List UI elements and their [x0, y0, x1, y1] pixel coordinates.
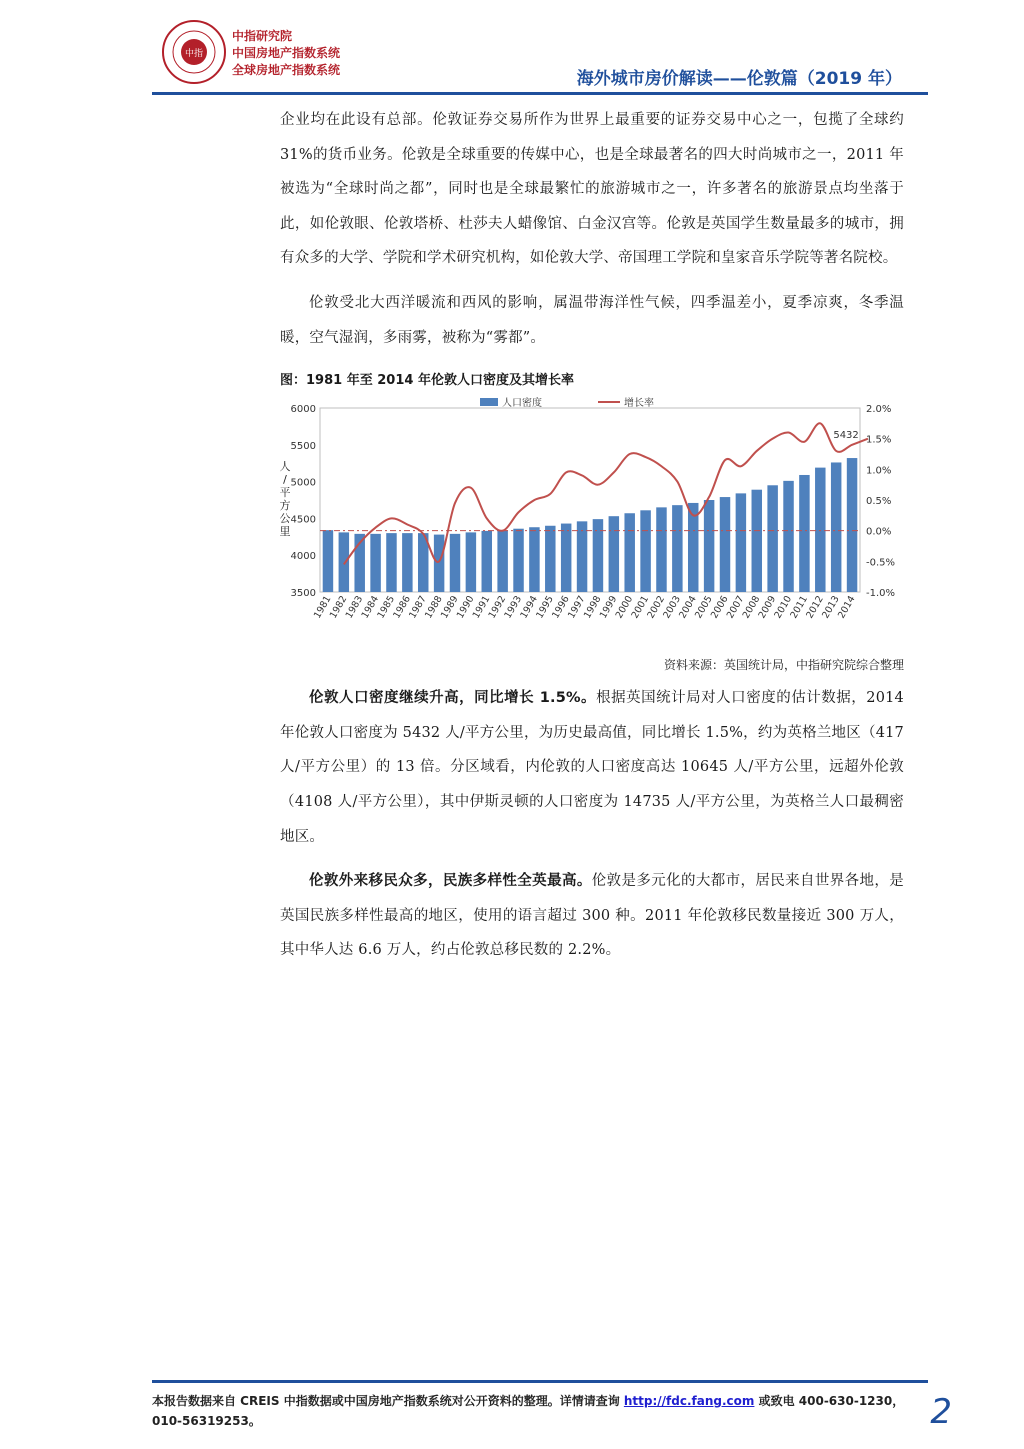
- x-tick-label: 2005: [693, 594, 715, 621]
- x-tick-label: 2006: [708, 594, 731, 621]
- org-name-1: 中指研究院: [232, 29, 293, 43]
- bar: [799, 475, 809, 592]
- x-tick-label: 1993: [502, 594, 525, 621]
- x-tick-label: 1991: [470, 594, 493, 621]
- y2-tick-label-6: 2.0%: [866, 404, 892, 416]
- org-name-2: 中国房地产指数系统: [232, 46, 341, 60]
- x-tick-label: 1981: [311, 594, 334, 621]
- bar: [339, 533, 349, 593]
- chart-svg: [280, 394, 904, 654]
- x-tick-label: 1984: [359, 594, 382, 621]
- y-tick-label-3: 5000: [290, 477, 316, 489]
- x-tick-label: 1996: [550, 594, 572, 621]
- x-tick-label: 1994: [518, 594, 541, 621]
- x-tick-label: 2008: [740, 594, 763, 621]
- bar: [736, 494, 746, 593]
- bar: [513, 529, 523, 592]
- x-tick-label: 2000: [613, 594, 636, 621]
- paragraph-3: [280, 681, 904, 854]
- bar: [624, 513, 634, 592]
- bar: [609, 516, 619, 592]
- svg-text:中指: 中指: [184, 49, 204, 59]
- bar: [831, 463, 841, 593]
- x-tick-label: 2010: [772, 594, 795, 621]
- x-tick-label: 1990: [454, 594, 477, 621]
- footer-note: [152, 1391, 912, 1431]
- bar: [545, 526, 555, 592]
- x-tick-label: 2013: [820, 594, 842, 621]
- bar: [529, 527, 539, 592]
- bar: [466, 533, 476, 593]
- y-tick-label-5: 6000: [290, 404, 316, 416]
- x-tick-label: 1989: [438, 594, 461, 621]
- y-axis-label-char: 公: [280, 512, 291, 526]
- paragraph-4-lead: 伦敦外来移民众多，民族多样性全英最高。: [309, 873, 592, 890]
- x-tick-label: 2014: [836, 594, 858, 621]
- y2-tick-label-3: 0.5%: [866, 496, 892, 508]
- x-tick-label: 2011: [788, 594, 811, 621]
- paragraph-2: 伦敦受北大西洋暖流和西风的影响，属温带海洋性气候，四季温差小，夏季凉爽，冬季温暖，空气湿润，多雨雾，被称为“雾都”。: [280, 294, 904, 346]
- x-tick-label: 1999: [597, 594, 620, 621]
- x-tick-label: 2009: [756, 594, 779, 621]
- bar: [482, 531, 492, 592]
- x-tick-label: 1985: [375, 594, 398, 621]
- x-tick-label: 2001: [629, 594, 652, 621]
- china-index-academy-logo: [160, 18, 228, 86]
- organization-names: [232, 28, 340, 79]
- x-tick-label: 1988: [423, 594, 445, 621]
- y-axis-label-char: 人: [280, 460, 291, 474]
- y-axis-label-char: 方: [280, 499, 291, 513]
- bar: [656, 508, 666, 593]
- x-tick-label: 2012: [804, 594, 826, 621]
- bar: [561, 524, 571, 592]
- paragraph-4-body: 伦敦是多元化的大都市，居民来自世界各地，是英国民族多样性最高的地区，使用的语言超过 300 种。2011 年伦敦移民数量接近 300 万人，其中华人达 6.6 万人，约占伦敦总移民数的 2.2%。: [280, 873, 904, 959]
- footer-text-start: 本报告数据来自 CREIS 中指数据或中国房地产指数系统对公开资料的整理。详情请查询: [152, 1394, 624, 1408]
- paragraph-4: [280, 864, 904, 968]
- y-axis-label-char: 平: [280, 486, 291, 500]
- bar: [847, 458, 857, 592]
- bar: [323, 530, 333, 592]
- x-tick-label: 2003: [661, 594, 683, 621]
- x-tick-label: 1995: [534, 594, 556, 621]
- population-density-chart: [280, 394, 904, 654]
- paragraph-1: 企业均在此设有总部。伦敦证券交易所作为世界上最重要的证券交易中心之一，包揽了全球约 31%的货币业务。伦敦是全球重要的传媒中心，也是全球最著名的四大时尚城市之一，2011 年被选为“全球时尚之都”，同时也是全球最繁忙的旅游城市之一，许多著名的旅游景点均坐落于此，如伦敦眼、伦敦塔桥、杜莎夫人蜡像馆、白金汉宫等。伦敦是英国学生数量最多的城市，拥有众多的大学、学院和学术研究机构，如伦敦大学、帝国理工学院和皇家音乐学院等著名院校。: [280, 112, 904, 267]
- bar: [672, 505, 682, 592]
- bar: [640, 510, 650, 592]
- y-tick-label-4: 5500: [290, 440, 316, 452]
- bar: [815, 468, 825, 592]
- x-tick-label: 1992: [486, 594, 509, 621]
- bar: [450, 534, 460, 592]
- paragraph-3-body: 根据英国统计局对人口密度的估计数据，2014 年伦敦人口密度为 5432 人/平方公里，为历史最高值，同比增长 1.5%，约为英格兰地区（417 人/平方公里）的 13 倍。分区域看，内伦敦的人口密度高达 10645 人/平方公里，远超外伦敦（4108 人/平方公里），其中伊斯灵顿的人口密度为 14735 人/平方公里，为英格兰人口最稠密地区。: [280, 690, 904, 845]
- x-tick-label: 1983: [343, 594, 366, 621]
- footer-divider: [152, 1380, 928, 1383]
- bar: [497, 530, 507, 592]
- y2-tick-label-5: 1.5%: [866, 434, 892, 446]
- bar: [402, 533, 412, 592]
- page-content: [280, 103, 904, 978]
- x-tick-label: 1982: [327, 594, 350, 621]
- data-label-2014: 5432: [833, 430, 859, 442]
- legend-label-density: 人口密度: [502, 398, 542, 410]
- y2-tick-label-4: 1.0%: [866, 465, 892, 477]
- bar: [783, 481, 793, 592]
- header-divider: [152, 92, 928, 95]
- bar: [577, 522, 587, 593]
- legend-label-growth: 增长率: [624, 398, 654, 410]
- y-tick-label-0: 3500: [290, 588, 316, 600]
- legend-swatch-density: [480, 398, 498, 406]
- paragraph-3-lead: 伦敦人口密度继续升高，同比增长 1.5%。: [309, 690, 597, 707]
- y2-tick-label-2: 0.0%: [866, 526, 892, 538]
- footer-text-end: 或致电 400-630-1230，010-56319253。: [152, 1394, 905, 1428]
- source-note: 资料来源：英国统计局，中指研究院综合整理: [663, 658, 904, 673]
- page-number: 2: [930, 1392, 952, 1432]
- org-name-3: 全球房地产指数系统: [232, 63, 341, 77]
- x-tick-label: 2007: [724, 594, 747, 621]
- y2-tick-label-1: -0.5%: [866, 557, 896, 569]
- y-axis-label-char: /: [283, 473, 287, 487]
- x-tick-label: 2002: [645, 594, 668, 621]
- report-title: 海外城市房价解读——伦敦篇（2019 年）: [576, 69, 902, 89]
- bar: [767, 485, 777, 592]
- y-tick-label-2: 4500: [290, 514, 316, 526]
- bar: [370, 534, 380, 592]
- x-tick-label: 1986: [391, 594, 413, 621]
- bar: [593, 519, 603, 592]
- x-tick-label: 1997: [566, 594, 588, 621]
- bar: [752, 490, 762, 592]
- y2-tick-label-0: -1.0%: [866, 588, 896, 600]
- bar: [720, 497, 730, 592]
- x-tick-label: 1987: [407, 594, 429, 621]
- y-axis-label-char: 里: [280, 525, 291, 539]
- y-tick-label-1: 4000: [290, 551, 316, 563]
- x-tick-label: 1998: [581, 594, 604, 621]
- figure-caption: 图：1981 年至 2014 年伦敦人口密度及其增长率: [280, 373, 574, 389]
- x-tick-label: 2004: [677, 594, 699, 621]
- footer-link[interactable]: http://fdc.fang.com: [623, 1394, 755, 1408]
- bar: [386, 533, 396, 592]
- bar: [434, 535, 444, 592]
- bar: [704, 500, 714, 592]
